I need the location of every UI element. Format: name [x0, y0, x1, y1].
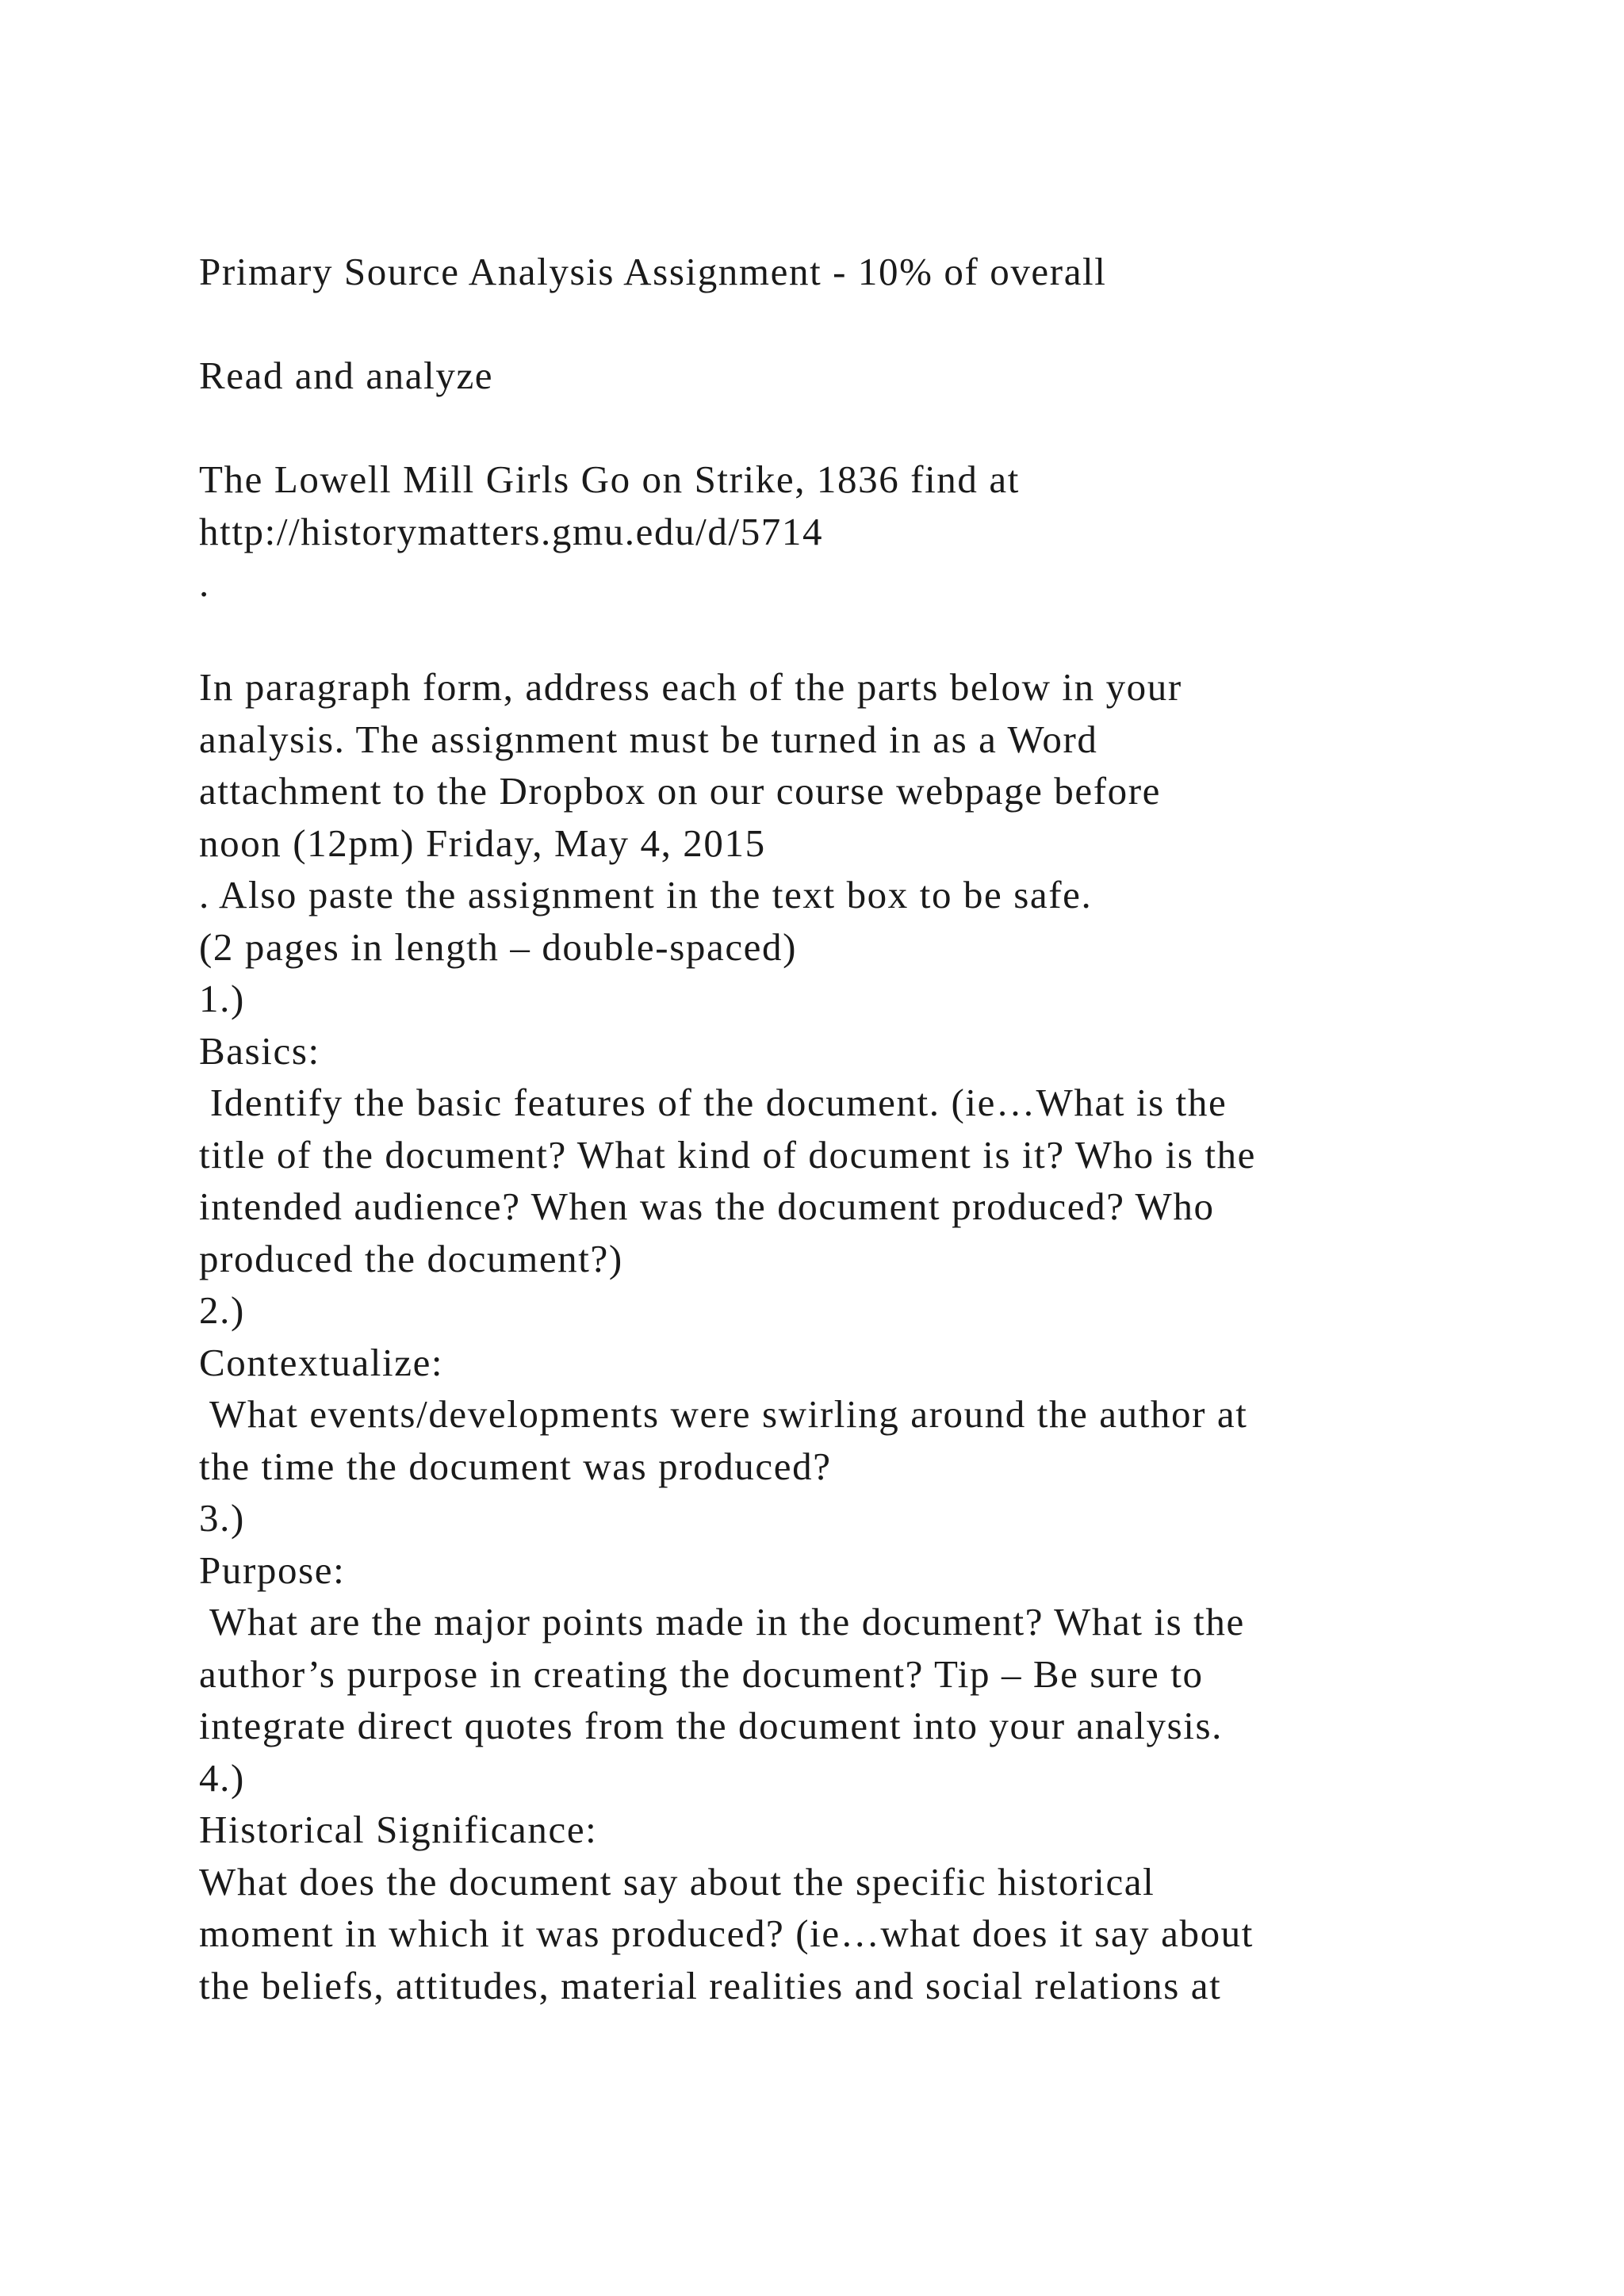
- part-heading: Basics:: [199, 1028, 320, 1073]
- paragraph-gap: [199, 298, 1484, 350]
- instructions-line: (2 pages in length – double-spaced): [199, 924, 798, 969]
- part-line: What are the major points made in the document? What is the: [199, 1600, 1245, 1644]
- source-line: The Lowell Mill Girls Go on Strike, 1836 find at: [199, 457, 1020, 501]
- part-line: intended audience? When was the document produced? Who: [199, 1184, 1215, 1228]
- paragraph-gap: [199, 402, 1484, 454]
- source-url: http://historymatters.gmu.edu/d/5714: [199, 509, 824, 553]
- part-number: 2.): [199, 1288, 245, 1332]
- instructions-line: In paragraph form, address each of the parts below in your: [199, 665, 1182, 709]
- part-line: What does the document say about the specific historical: [199, 1859, 1155, 1904]
- part-number: 4.): [199, 1755, 245, 1800]
- part-heading: Historical Significance:: [199, 1808, 598, 1851]
- document-body: [199, 246, 1484, 2011]
- part-line: Identify the basic features of the document. (ie…What is the: [199, 1081, 1228, 1124]
- part-number: 1.): [199, 977, 245, 1020]
- part-number: 3.): [199, 1496, 245, 1540]
- instructions-line: attachment to the Dropbox on our course webpage before: [199, 769, 1161, 813]
- part-line: author’s purpose in creating the document? Tip – Be sure to: [199, 1651, 1204, 1696]
- part-line: moment in which it was produced? (ie…what does it say about: [199, 1911, 1254, 1955]
- part-line: What events/developments were swirling around the author at: [199, 1392, 1248, 1436]
- instructions-line: . Also paste the assignment in the text box to be safe.: [199, 873, 1093, 916]
- instructions-line: noon (12pm) Friday, May 4, 2015: [199, 821, 766, 865]
- part-line: the beliefs, attitudes, material realities and social relations at: [199, 1963, 1222, 2007]
- instructions-line: analysis. The assignment must be turned in as a Word: [199, 717, 1098, 761]
- intro-text: Read and analyze: [199, 354, 494, 397]
- part-line: integrate direct quotes from the document into your analysis.: [199, 1704, 1223, 1747]
- document-title: Primary Source Analysis Assignment - 10% of overall: [199, 250, 1107, 293]
- part-heading: Contextualize:: [199, 1340, 444, 1384]
- part-heading: Purpose:: [199, 1548, 346, 1592]
- part-line: title of the document? What kind of document is it? Who is the: [199, 1132, 1257, 1177]
- source-period: .: [199, 561, 210, 605]
- paragraph-gap: [199, 610, 1484, 662]
- part-line: the time the document was produced?: [199, 1444, 832, 1488]
- part-line: produced the document?): [199, 1236, 623, 1280]
